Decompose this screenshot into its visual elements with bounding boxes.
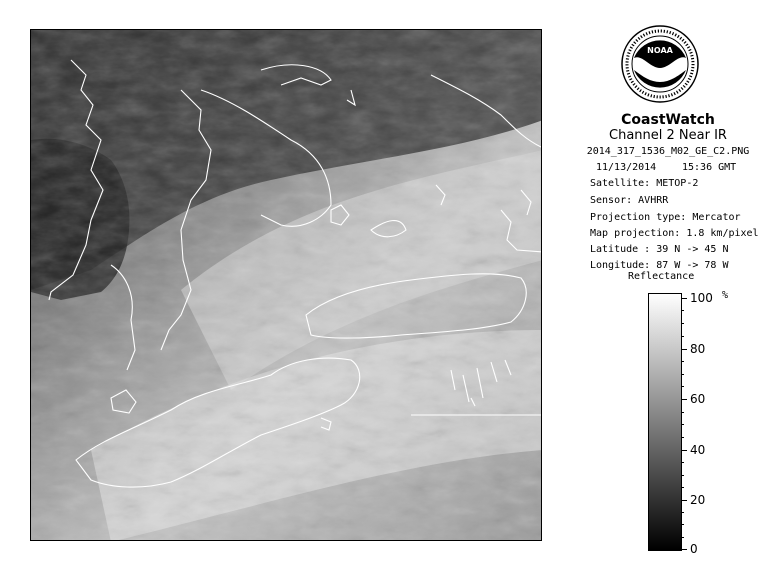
colorbar-tick	[681, 349, 687, 350]
colorbar-tick-label: 40	[690, 443, 706, 457]
sensor-label: Sensor: AVHRR	[590, 195, 669, 206]
satellite-image	[31, 30, 542, 541]
colorbar-minor-tick	[681, 374, 684, 375]
latitude-label: Latitude : 39 N -> 45 N	[590, 244, 729, 255]
channel-subtitle: Channel 2 Near IR	[609, 128, 727, 143]
colorbar-tick-label: 20	[690, 493, 706, 507]
colorbar-tick	[681, 399, 687, 400]
colorbar-tick-label: 0	[690, 542, 698, 556]
time-label: 15:36 GMT	[682, 162, 737, 173]
colorbar-minor-tick	[681, 361, 684, 362]
colorbar-minor-tick	[681, 310, 684, 311]
colorbar-unit: %	[722, 290, 729, 301]
colorbar-minor-tick	[681, 462, 684, 463]
colorbar-tick	[681, 549, 687, 550]
colorbar-tick-label: 100	[690, 291, 713, 305]
colorbar-minor-tick	[681, 386, 684, 387]
colorbar-minor-tick	[681, 475, 684, 476]
colorbar-tick	[681, 450, 687, 451]
longitude-label: Longitude: 87 W -> 78 W	[590, 260, 729, 271]
colorbar-tick	[681, 298, 687, 299]
colorbar-minor-tick	[681, 412, 684, 413]
projection-type-label: Projection type: Mercator	[590, 212, 741, 223]
date-label: 11/13/2014	[596, 162, 657, 173]
colorbar-label: Reflectance	[628, 271, 695, 282]
noaa-logo-icon	[620, 24, 700, 104]
colorbar-tick	[681, 500, 687, 501]
colorbar-minor-tick	[681, 512, 684, 513]
colorbar-minor-tick	[681, 487, 684, 488]
map-projection-label: Map projection: 1.8 km/pixel	[590, 228, 759, 239]
colorbar-minor-tick	[681, 424, 684, 425]
colorbar-minor-tick	[681, 437, 684, 438]
colorbar-minor-tick	[681, 524, 684, 525]
colorbar-tick-label: 80	[690, 342, 706, 356]
colorbar-minor-tick	[681, 336, 684, 337]
colorbar-minor-tick	[681, 323, 684, 324]
satellite-label: Satellite: METOP-2	[590, 178, 699, 189]
colorbar-minor-tick	[681, 537, 684, 538]
svg-text:NOAA: NOAA	[647, 46, 673, 55]
colorbar	[648, 293, 682, 551]
colorbar-tick-label: 60	[690, 392, 706, 406]
satellite-map[interactable]	[30, 29, 542, 541]
app-title: CoastWatch	[621, 112, 715, 128]
filename-label: 2014_317_1536_M02_GE_C2.PNG	[586, 146, 750, 157]
